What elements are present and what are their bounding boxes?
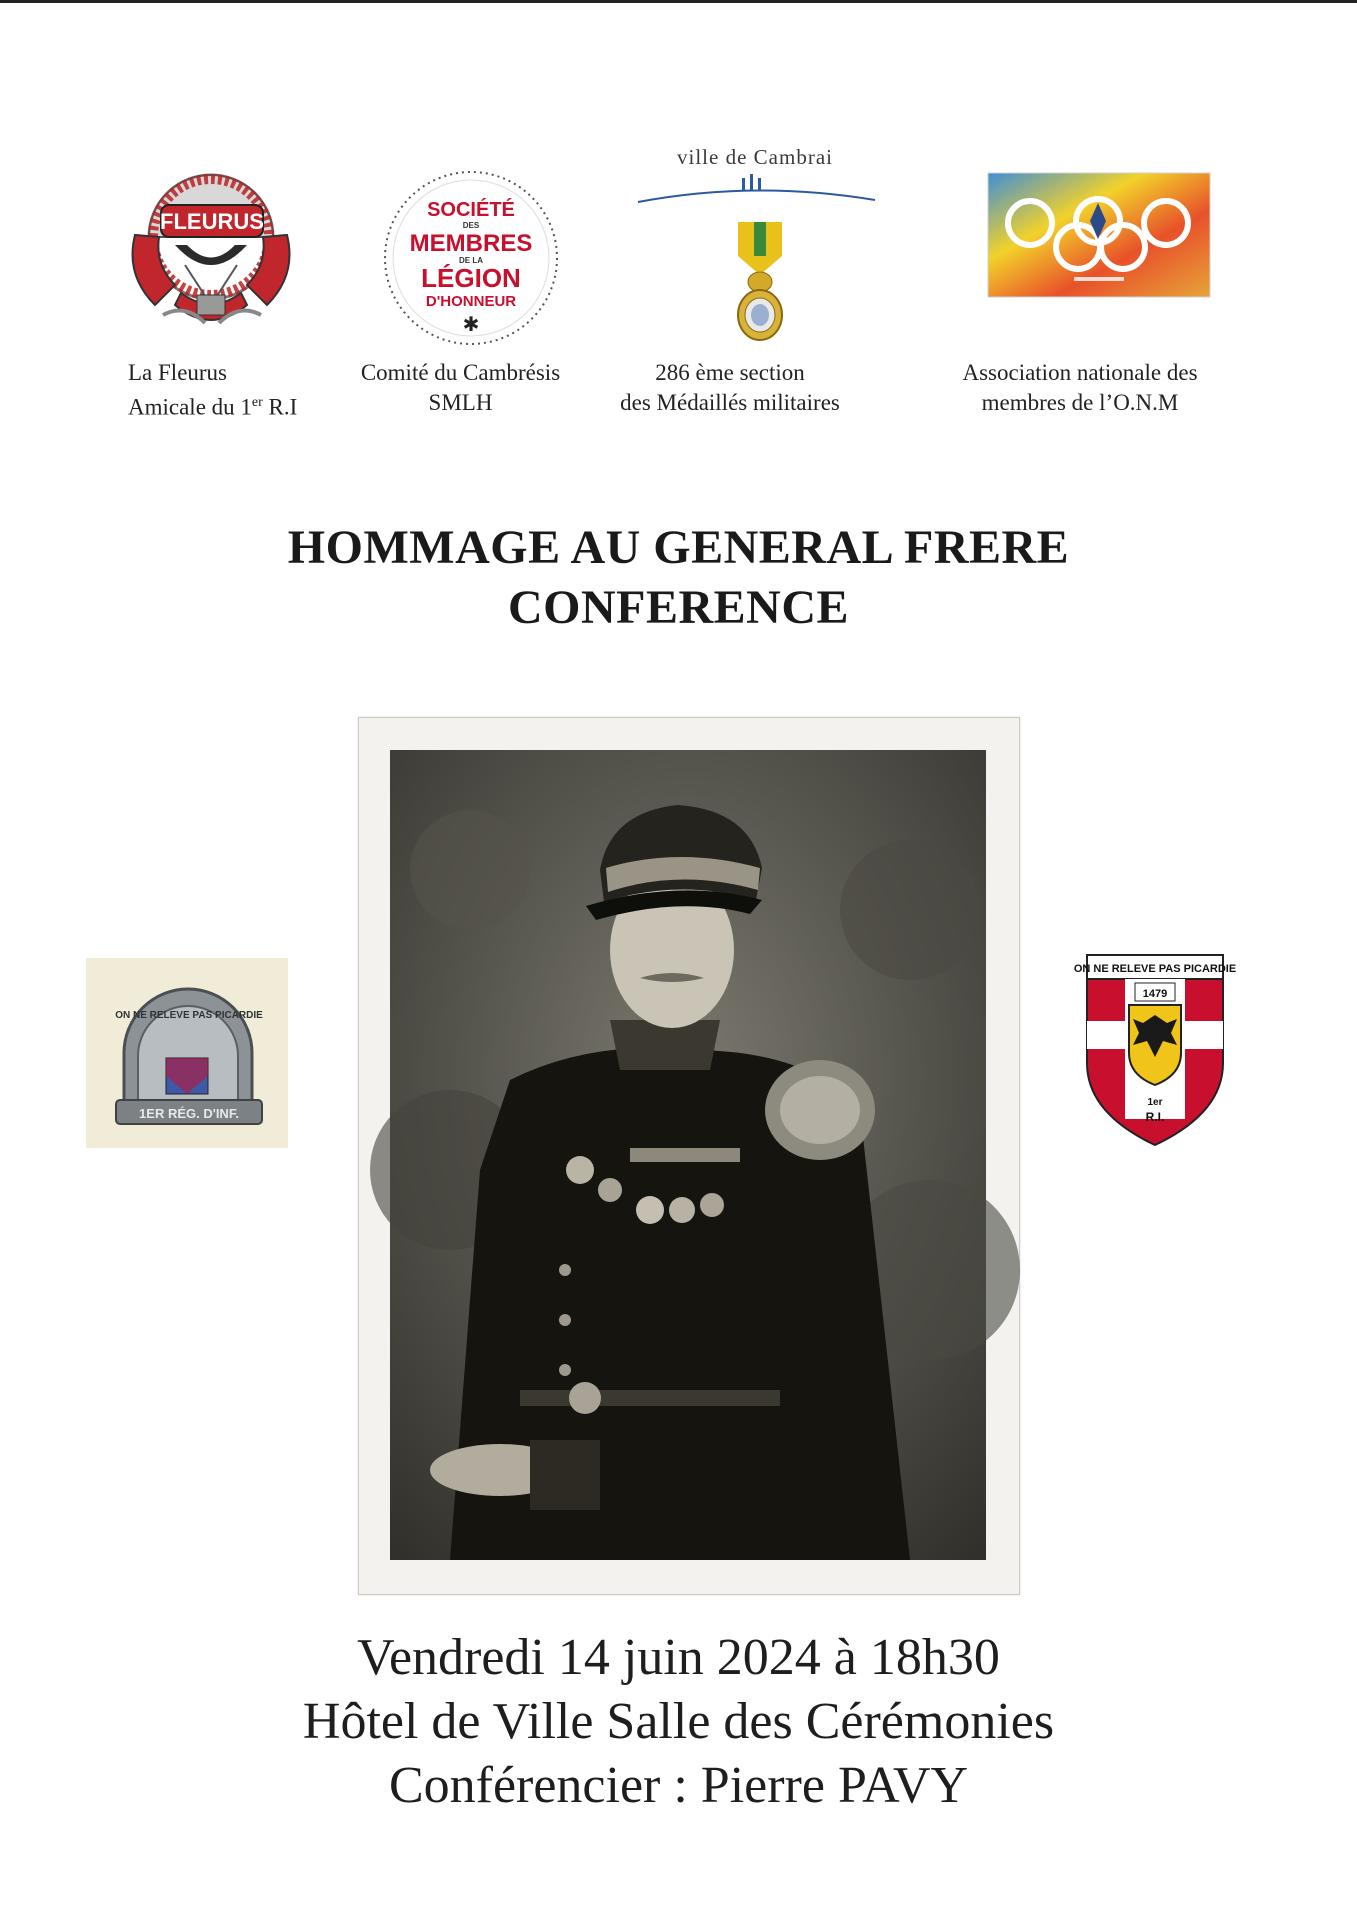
picardie-shield-badge (1073, 953, 1237, 1148)
event-details (0, 1626, 1357, 1818)
event-location: Hôtel de Ville Salle des Cérémonies (302, 1693, 1055, 1750)
cambrai-caption (590, 358, 870, 418)
onm-caption-line2: membres de l’O.N.M (981, 390, 1179, 415)
smlh-caption-line2: SMLH (428, 390, 493, 415)
fleurus-badge-text: FLEURUS (160, 209, 264, 234)
fleurus-caption-prefix: Amicale du 1 (128, 394, 252, 420)
fleurus-caption-line2 (128, 388, 338, 423)
fleurus-caption-suffix: R.I (262, 394, 298, 420)
fleurus-caption (128, 358, 338, 423)
fleurus-caption-sup: er (251, 395, 263, 410)
portrait-illustration (390, 750, 986, 1560)
general-portrait-photo (390, 750, 986, 1560)
cambrai-logo (630, 140, 880, 345)
smlh-caption-line1: Comité du Cambrésis (360, 360, 561, 385)
smlh-caption (338, 358, 583, 418)
onm-logo (988, 173, 1210, 297)
onm-caption (930, 358, 1230, 418)
smlh-logo (366, 166, 576, 351)
smlh-star-icon: ✱ (462, 314, 480, 336)
title-line2: CONFERENCE (507, 581, 850, 634)
pin-bottom-text: 1ER RÉG. D'INF. (139, 1106, 239, 1121)
fleurus-logo (115, 165, 310, 345)
shield-banner-text: ON NE RELEVE PAS PICARDIE (1073, 963, 1237, 975)
cambrai-text: ville de Cambrai (677, 145, 833, 169)
smlh-line6: D'HONNEUR (425, 293, 517, 310)
top-border-line (0, 0, 1357, 3)
pin-arc-text: ON NE RELEVE PAS PICARDIE (115, 1010, 263, 1021)
fleurus-caption-line1: La Fleurus (128, 360, 228, 385)
event-speaker: Conférencier : Pierre PAVY (388, 1757, 969, 1814)
onm-caption-line1: Association nationale des (962, 360, 1198, 385)
title-line1: HOMMAGE AU GENERAL FRERE (287, 521, 1070, 574)
smlh-line2: DES (462, 221, 480, 230)
shield-unit-sup: 1er (1147, 1097, 1163, 1108)
cambrai-caption-line2: des Médaillés militaires (620, 390, 840, 415)
smlh-line1: SOCIÉTÉ (427, 199, 515, 221)
event-date: Vendredi 14 juin 2024 à 18h30 (357, 1629, 1000, 1686)
smlh-line3: MEMBRES (409, 230, 533, 257)
smlh-line5: LÉGION (421, 263, 521, 293)
shield-year-text: 1479 (1142, 988, 1168, 1000)
cambrai-caption-line1: 286 ème section (655, 360, 805, 385)
regiment-pin-badge (86, 958, 288, 1148)
page-title (0, 518, 1357, 638)
smlh-line4: DE LA (459, 256, 483, 265)
shield-unit-text: R.I. (1145, 1110, 1165, 1124)
